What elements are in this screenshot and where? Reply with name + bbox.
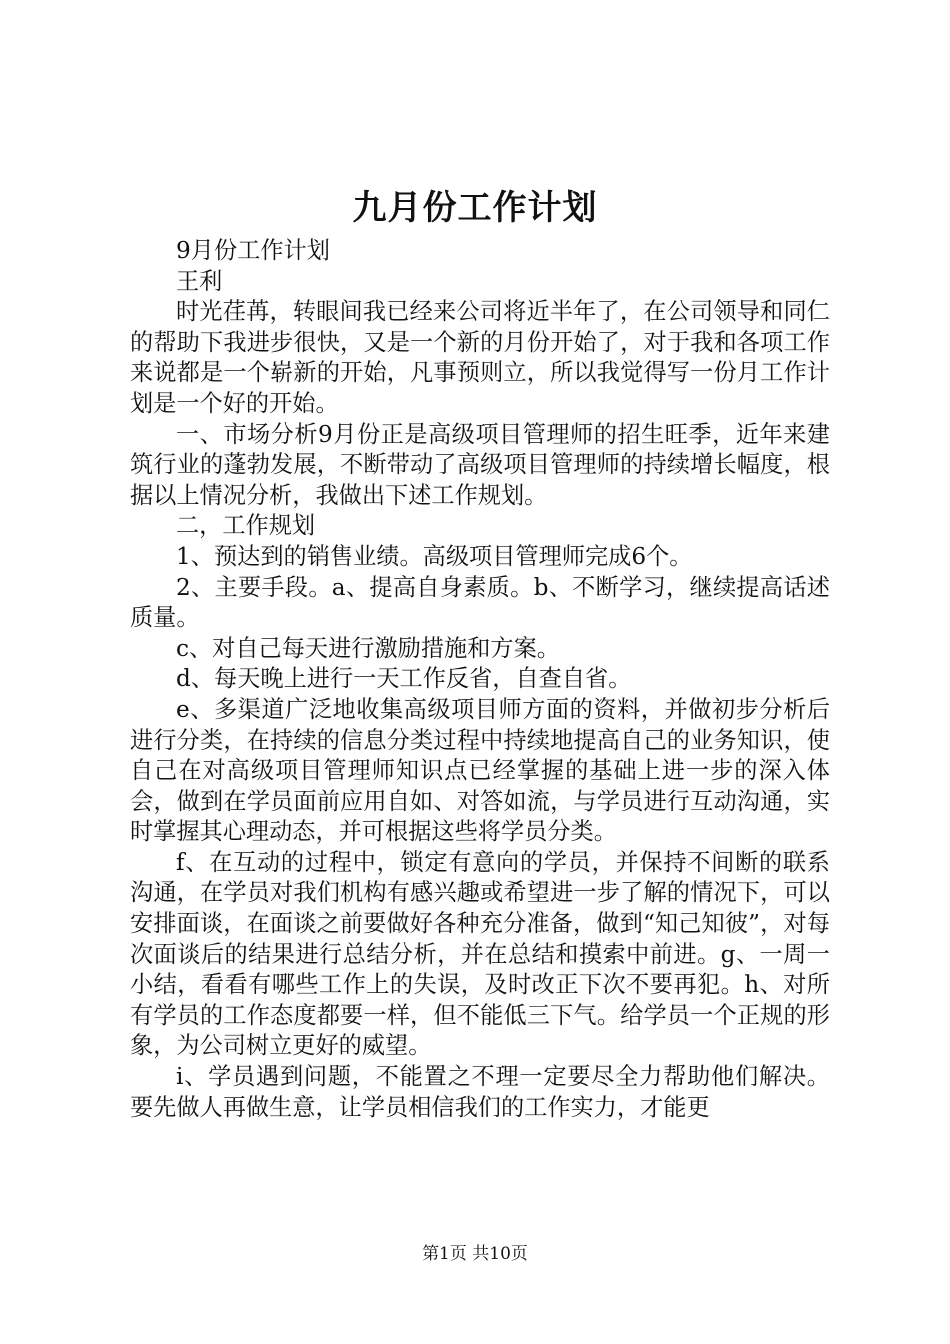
paragraph-item-e: e、多渠道广泛地收集高级项目师方面的资料，并做初步分析后进行分类，在持续的信息分类过程中持续地提高自己的业务知识，使自己在对高级项目管理师知识点已经掌握的基础上进一步的深入体会，做到在学员面前应用自如、对答如流，与学员进行互动沟通，实时掌握其心理动态，并可根据这些将学员分类。 xyxy=(130,695,830,846)
paragraph-item-f: f、在互动的过程中，锁定有意向的学员，并保持不间断的联系沟通，在学员对我们机构有感兴趣或希望进一步了解的情况下，可以安排面谈，在面谈之前要做好各种充分准备，做到“知己知彼”，对每次面谈后的结果进行总结分析，并在总结和摸索中前进。g、一周一小结，看看有哪些工作上的失误，及时改正下次不要再犯。h、对所有学员的工作态度都要一样，但不能低三下气。给学员一个正规的形象，为公司树立更好的威望。 xyxy=(130,848,830,1060)
paragraph-item-d: d、每天晚上进行一天工作反省，自查自省。 xyxy=(176,665,632,693)
paragraph-item-1: 1、预达到的销售业绩。高级项目管理师完成6个。 xyxy=(176,542,693,570)
paragraph-author: 王利 xyxy=(176,267,223,295)
page-number-footer: 第1页 共10页 xyxy=(422,1244,528,1264)
paragraph-item-c: c、对自己每天进行激励措施和方案。 xyxy=(176,634,560,662)
paragraph-item-i: i、学员遇到问题，不能置之不理一定要尽全力帮助他们解决。要先做人再做生意，让学员相信我们的工作实力，才能更 xyxy=(130,1063,830,1121)
paragraph-intro: 时光荏苒，转眼间我已经来公司将近半年了，在公司领导和同仁的帮助下我进步很快，又是一个新的月份开始了，对于我和各项工作来说都是一个崭新的开始，凡事预则立，所以我觉得写一份月工作计划是一个好的开始。 xyxy=(130,298,830,417)
paragraph-subtitle: 9月份工作计划 xyxy=(176,237,330,264)
document-body xyxy=(130,236,830,1123)
paragraph-item-2: 2、主要手段。a、提高自身素质。b、不断学习，继续提高话述质量。 xyxy=(130,573,830,632)
paragraph-work-plan-heading: 二，工作规划 xyxy=(176,512,316,540)
paragraph-market-analysis: 一、市场分析9月份正是高级项目管理师的招生旺季，近年来建筑行业的蓬勃发展，不断带动了高级项目管理师的持续增长幅度，根据以上情况分析，我做出下述工作规划。 xyxy=(130,420,830,509)
document-title: 九月份工作计划 xyxy=(352,188,598,228)
